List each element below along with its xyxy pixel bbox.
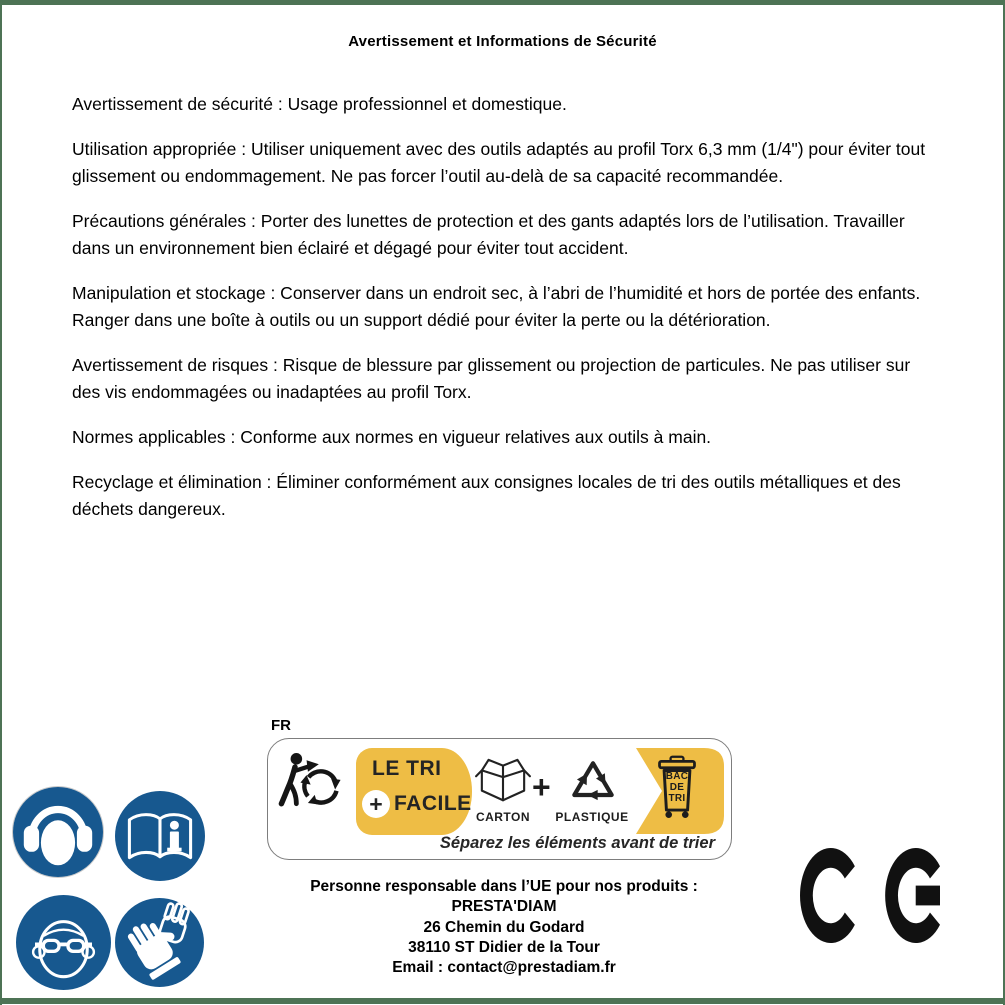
fr-country-label: FR xyxy=(271,717,291,734)
paragraph-precautions-generales: Précautions générales : Porter des lunettes de protection et des gants adaptés lors de l’utilisation. Travailler dans un environnement bien éclairé et dégagé pour éviter tout accident. xyxy=(72,211,905,258)
paragraph-manipulation-stockage: Manipulation et stockage : Conserver dans un endroit sec, à l’abri de l’humidité et hors de portée des enfants. Ranger dans une boîte à outils ou un support dédié pour éviter la perte ou la détérioration. xyxy=(72,283,921,330)
paragraph-avertissement-securite: Avertissement de sécurité : Usage professionnel et domestique. xyxy=(72,94,567,114)
facile-text: FACILE xyxy=(394,792,472,815)
bottom-border xyxy=(0,998,1005,1004)
address-line-4: 38110 ST Didier de la Tour xyxy=(408,938,600,956)
plus-separator: + xyxy=(532,769,551,805)
wear-eye-protection-icon xyxy=(16,895,111,990)
le-tri-facile-banner xyxy=(356,748,472,835)
sorting-tagline: Séparez les éléments avant de trier xyxy=(439,834,715,852)
address-line-5: Email : contact@prestadiam.fr xyxy=(392,959,616,977)
ce-mark-icon xyxy=(800,846,940,945)
paragraph-avertissement-risques: Avertissement de risques : Risque de blessure par glissement ou projection de particules. Ne pas utiliser sur des vis endommagées ou inadaptées au profil Torx. xyxy=(72,355,911,402)
recycling-sorting-label xyxy=(267,717,732,863)
read-instruction-manual-icon xyxy=(115,791,205,881)
triman-icon xyxy=(278,748,346,820)
address-line-1: Personne responsable dans l’UE pour nos produits : xyxy=(310,878,698,895)
carton-label: CARTON xyxy=(475,810,531,824)
address-line-3: 26 Chemin du Godard xyxy=(423,918,585,936)
bin-text: BAC DE TRI xyxy=(665,771,689,804)
plastique-label: PLASTIQUE xyxy=(555,810,629,824)
plus-badge: + xyxy=(362,790,390,818)
sorting-bin-icon xyxy=(654,753,700,823)
address-line-2: PRESTA'DIAM xyxy=(451,898,557,916)
tri-facile-box xyxy=(267,738,732,860)
page-title: Avertissement et Informations de Sécurité xyxy=(348,33,657,50)
le-tri-text: LE TRI xyxy=(372,757,442,780)
paragraph-normes-applicables: Normes applicables : Conforme aux normes en vigueur relatives aux outils à main. xyxy=(72,427,712,447)
plastic-recycling-icon xyxy=(565,756,621,806)
carton-box-icon xyxy=(474,756,532,806)
paragraph-utilisation-appropriee: Utilisation appropriée : Utiliser uniquement avec des outils adaptés au profil Torx 6,3 mm (1/4") pour éviter tout glissement ou endommagement. Ne pas forcer l’outil au-delà de sa capacité recommandée. xyxy=(72,139,926,186)
paragraph-recyclage-elimination: Recyclage et élimination : Éliminer conformément aux consignes locales de tri des outils métalliques et des déchets dangereux. xyxy=(72,472,901,519)
wear-ear-protection-icon xyxy=(13,787,103,877)
eu-responsible-address xyxy=(154,877,854,978)
safety-paragraphs xyxy=(72,91,940,541)
